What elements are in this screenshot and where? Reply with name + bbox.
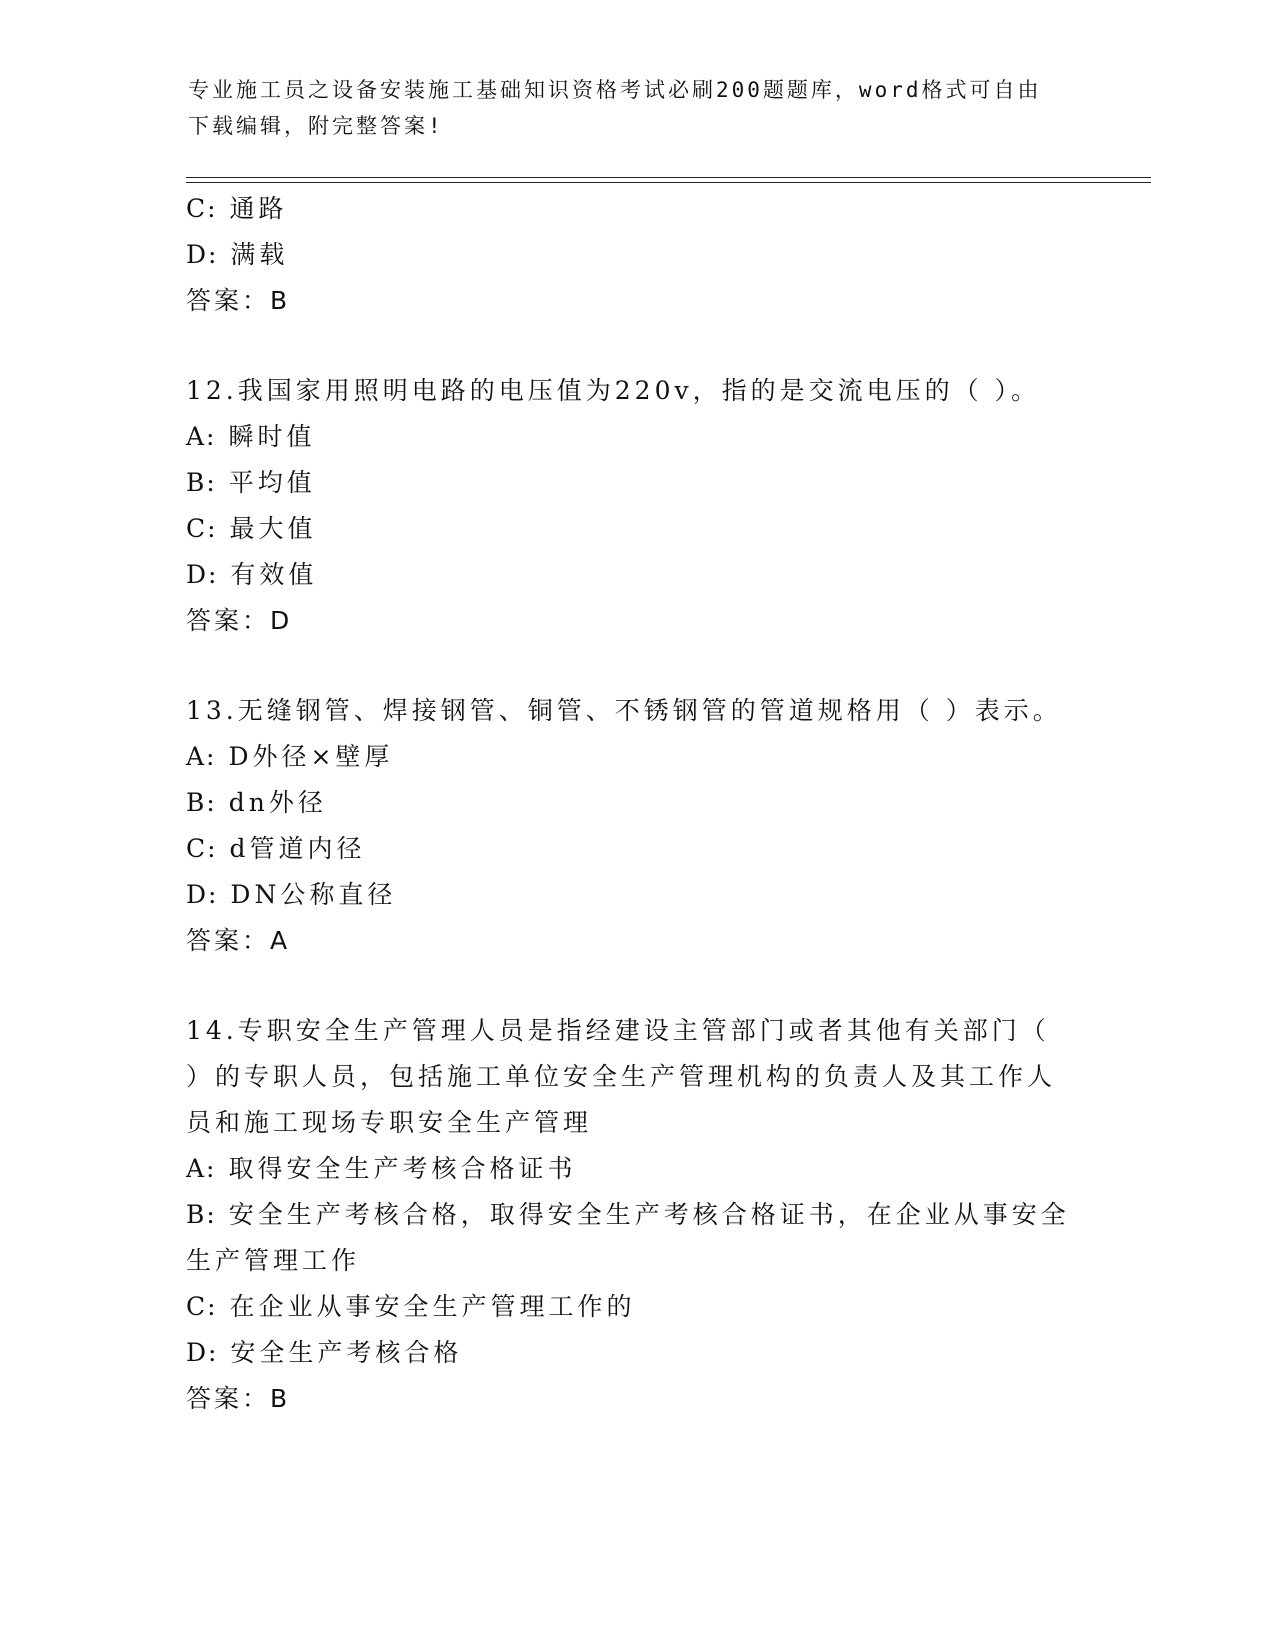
option-letter: D:: [186, 880, 219, 909]
option-letter: B:: [186, 468, 217, 497]
option-letter: A:: [186, 422, 217, 451]
option-letter: D:: [186, 560, 219, 589]
question-12: [186, 368, 1086, 644]
question-stem-line-1: 14.专职安全生产管理人员是指经建设主管部门或者其他有关部门（: [186, 1016, 1050, 1045]
option-letter: D:: [186, 1338, 219, 1367]
question-11: [186, 186, 1086, 324]
option-b: [186, 460, 1086, 506]
option-d: [186, 872, 1086, 918]
option-letter: C:: [186, 834, 218, 863]
question-stem: 13.无缝钢管、焊接钢管、铜管、不锈钢管的管道规格用（ ）表示。: [186, 696, 1062, 725]
option-text: 在企业从事安全生产管理工作的: [229, 1292, 636, 1321]
header-divider-top: [186, 177, 1151, 178]
option-c: [186, 1284, 1086, 1330]
option-letter: C:: [186, 1292, 218, 1321]
option-d: [186, 232, 1086, 278]
option-c: [186, 186, 1086, 232]
option-letter: A:: [186, 1154, 217, 1183]
header-divider-bottom: [186, 182, 1151, 183]
option-text: 取得安全生产考核合格证书: [228, 1154, 577, 1183]
question-list: [186, 186, 1086, 1422]
option-text: d管道内径: [229, 834, 366, 863]
option-text: 有效值: [230, 560, 318, 589]
option-a: [186, 734, 1086, 780]
document-header: [188, 72, 1068, 144]
option-a: [186, 414, 1086, 460]
option-text: 最大值: [229, 514, 317, 543]
question-13: [186, 688, 1086, 964]
option-c: [186, 826, 1086, 872]
option-text: 安全生产考核合格，取得安全生产考核合格证书，在企业从事安全: [228, 1200, 1070, 1229]
option-a: [186, 1146, 1086, 1192]
question-14: [186, 1008, 1086, 1422]
option-b-continued: 生产管理工作: [186, 1246, 361, 1275]
option-letter: C:: [186, 194, 218, 223]
option-letter: D:: [186, 240, 219, 269]
question-stem: 12.我国家用照明电路的电压值为220v，指的是交流电压的（ ）。: [186, 376, 1041, 405]
option-b: [186, 1192, 1086, 1238]
option-text: D外径×壁厚: [228, 742, 394, 771]
question-stem-line-2: ）的专职人员，包括施工单位安全生产管理机构的负责人及其工作人: [186, 1062, 1057, 1091]
option-b: [186, 780, 1086, 826]
header-line-2: 下载编辑，附完整答案!: [188, 114, 444, 138]
option-text: 通路: [229, 194, 288, 223]
option-text: 安全生产考核合格: [230, 1338, 463, 1367]
option-text: 平均值: [228, 468, 316, 497]
option-text: DN公称直径: [230, 880, 397, 909]
answer-line: 答案：B: [186, 286, 291, 315]
option-text: 瞬时值: [228, 422, 316, 451]
option-c: [186, 506, 1086, 552]
option-letter: A:: [186, 742, 217, 771]
header-line-1: 专业施工员之设备安装施工基础知识资格考试必刷200题题库，word格式可自由: [188, 78, 1042, 102]
answer-line: 答案：D: [186, 606, 293, 635]
option-letter: C:: [186, 514, 218, 543]
question-stem-line-3: 员和施工现场专职安全生产管理: [186, 1108, 593, 1137]
answer-line: 答案：B: [186, 1384, 291, 1413]
option-letter: B:: [186, 788, 217, 817]
option-text: 满载: [230, 240, 289, 269]
option-letter: B:: [186, 1200, 217, 1229]
option-d: [186, 1330, 1086, 1376]
answer-line: 答案：A: [186, 926, 291, 955]
option-text: dn外径: [228, 788, 327, 817]
option-d: [186, 552, 1086, 598]
